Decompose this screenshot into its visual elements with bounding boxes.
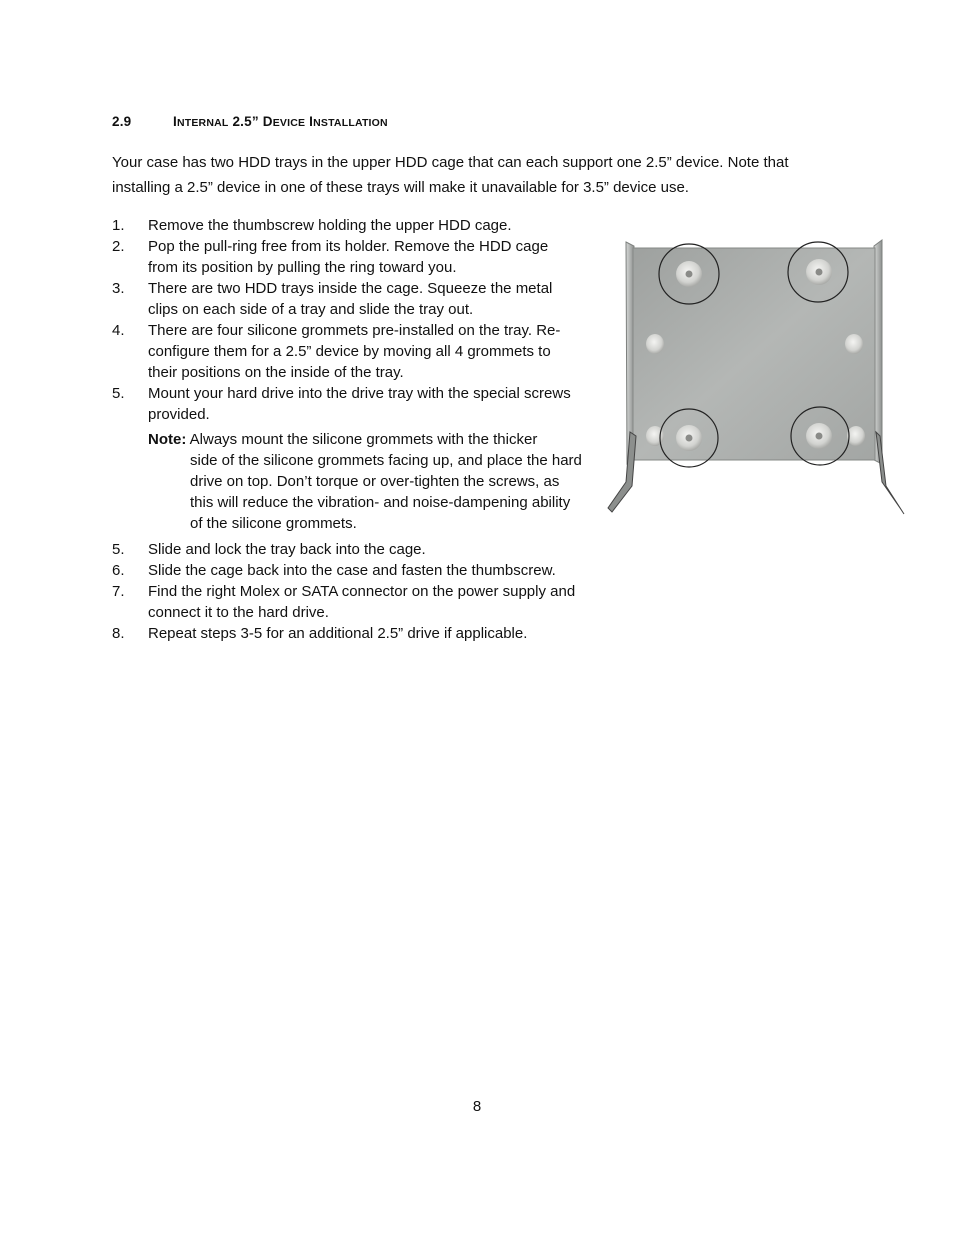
step-item: 4. There are four silicone grommets pre-installed on the tray. Re-configure them for a 2.5” device by moving all 4 grommets to their positions on the inside of the tray. <box>112 322 561 381</box>
intro-paragraph: Your case has two HDD trays in the upper HDD cage that can each support one 2.5” device. Note that installing a 2.5” device in one of these trays will make it unavailable for 3.5” device use. <box>112 154 789 196</box>
step-item: 7. Find the right Molex or SATA connector on the power supply and connect it to the hard drive. <box>112 583 576 621</box>
step-item: 5. Mount your hard drive into the drive tray with the special screws provided. <box>112 385 571 423</box>
step-item: 8. Repeat steps 3-5 for an additional 2.5” drive if applicable. <box>112 625 528 642</box>
side-bump <box>847 426 865 446</box>
step-item: 2. Pop the pull-ring free from its holder. Remove the HDD cage from its position by pulling the ring toward you. <box>112 238 549 276</box>
step-item: 1. Remove the thumbscrew holding the upper HDD cage. <box>112 217 512 234</box>
section-heading <box>112 114 388 129</box>
hdd-tray-illustration <box>600 232 910 522</box>
grommet-top-right <box>806 259 832 285</box>
step-item: 5. Slide and lock the tray back into the cage. <box>112 541 426 558</box>
note-block <box>112 429 582 534</box>
left-clip <box>608 432 636 512</box>
note-text: side of the silicone grommets facing up, and place the hard drive on top. Don’t torque or over-tighten the screws, as this will reduce the vibration- and noise-dampening ability of the silicone grommets. <box>190 452 582 532</box>
section-number: 2.9 <box>112 114 132 129</box>
section-title: INTERNAL 2.5” DEVICE INSTALLATION <box>173 114 388 129</box>
side-bump <box>845 334 863 354</box>
side-bump <box>646 334 664 354</box>
grommet-bottom-right <box>806 423 832 449</box>
right-clip <box>876 432 904 514</box>
grommet-top-left <box>676 261 702 287</box>
note-first-line: Always mount the silicone grommets with the thicker <box>189 431 538 448</box>
note-label: Note: <box>148 431 187 448</box>
page-number: 8 <box>472 1098 482 1115</box>
installation-steps <box>112 215 582 644</box>
grommet-bottom-left <box>676 425 702 451</box>
step-item: 6. Slide the cage back into the case and fasten the thumbscrew. <box>112 562 556 579</box>
step-item: 3. There are two HDD trays inside the cage. Squeeze the metal clips on each side of a tray and slide the tray out. <box>112 280 553 318</box>
tray-base <box>633 248 875 460</box>
